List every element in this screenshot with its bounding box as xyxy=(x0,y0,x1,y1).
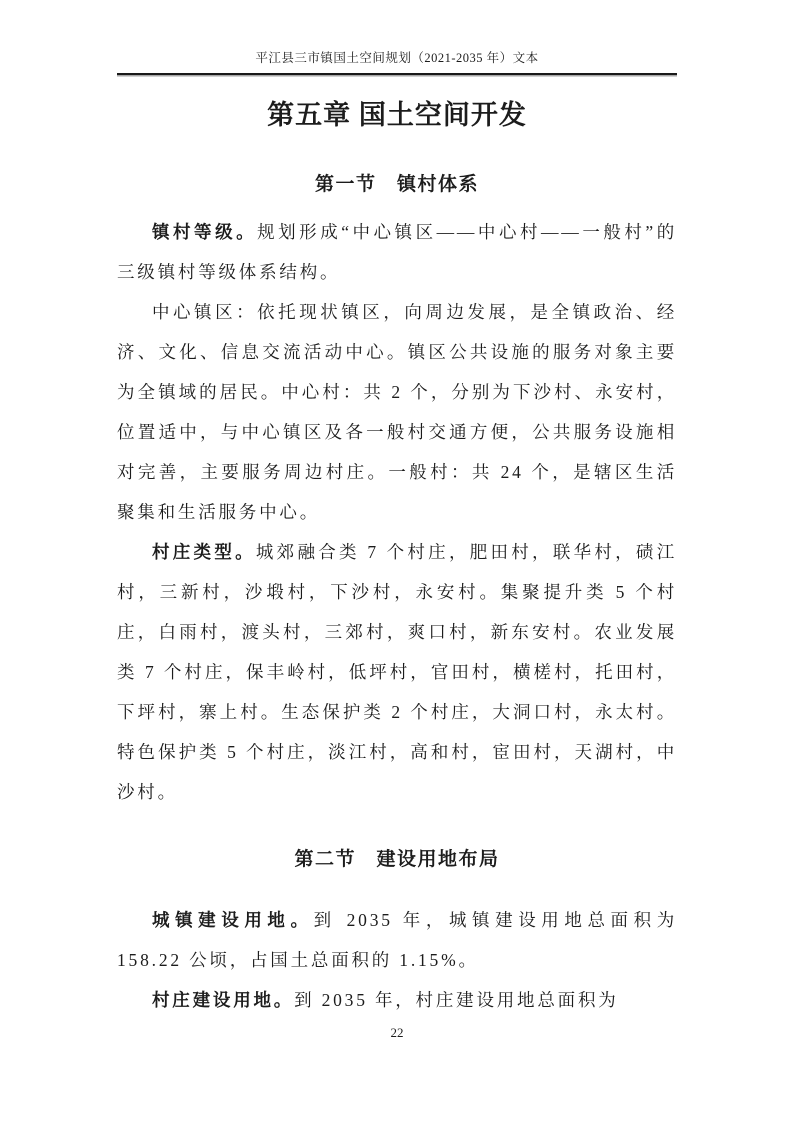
paragraph-lead: 村庄类型。 xyxy=(152,542,256,562)
paragraph-text: 到 2035 年，城镇建设用地总面积为 158.22 公顷，占国土总面积的 1.15%。 xyxy=(117,910,678,970)
section-heading-2: 第二节 建设用地布局 xyxy=(294,849,500,870)
paragraph xyxy=(117,900,677,980)
paragraph-text: 中心镇区：依托现状镇区，向周边发展，是全镇政治、经济、文化、信息交流活动中心。镇区公共设施的服务对象主要为全镇域的居民。中心村：共 2 个，分别为下沙村、永安村，位置适中，与中心镇区及各一般村交通方便，公共服务设施相对完善，主要服务周边村庄。一般村：共 24 个，是辖区生活聚集和生活服务中心。 xyxy=(117,302,677,522)
paragraph-text: 城郊融合类 7 个村庄，肥田村，联华村，碛江村，三新村，沙塅村，下沙村，永安村。集聚提升类 5 个村庄，白雨村，渡头村，三郊村，爽口村，新东安村。农业发展类 7 个村庄，保丰岭村，低坪村，官田村，横槎村，托田村，下坪村，寨上村。生态保护类 2 个村庄，大洞口村，永太村。特色保护类 5 个村庄，淡江村，高和村，宦田村，天湖村，中沙村。 xyxy=(117,542,678,802)
section-2-body xyxy=(117,900,677,1020)
paragraph xyxy=(117,292,677,532)
header-title: 平江县三市镇国土空间规划（2021-2035 年）文本 xyxy=(255,51,539,65)
paragraph-text: 到 2035 年，村庄建设用地总面积为 xyxy=(294,990,619,1010)
paragraph-lead: 村庄建设用地。 xyxy=(152,990,295,1010)
page-header xyxy=(117,50,677,75)
paragraph xyxy=(117,532,677,812)
paragraph-lead: 镇村等级。 xyxy=(152,222,258,242)
page-number: 22 xyxy=(390,1025,404,1040)
chapter-title: 第五章 国土空间开发 xyxy=(267,100,527,130)
section-heading-1: 第一节 镇村体系 xyxy=(314,174,479,195)
paragraph-text: 规划形成“中心镇区——中心村——一般村”的三级镇村等级体系结构。 xyxy=(117,222,677,282)
paragraph xyxy=(117,212,677,292)
section-1-body xyxy=(117,212,677,812)
paragraph-lead: 城镇建设用地。 xyxy=(152,910,314,930)
paragraph xyxy=(117,980,677,1020)
